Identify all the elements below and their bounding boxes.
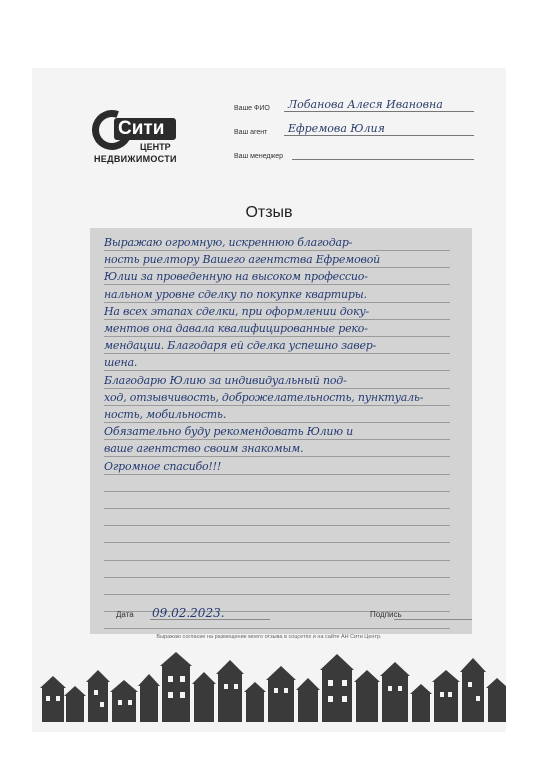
review-line xyxy=(104,320,450,337)
review-line xyxy=(104,492,450,509)
fio-value: Лобанова Алеся Ивановна xyxy=(288,98,443,111)
review-line xyxy=(104,268,450,285)
review-line-text: ход, отзывчивость, доброжелательность, пунктуаль- xyxy=(104,390,424,404)
review-form-sheet xyxy=(32,68,506,732)
page-title: Отзыв xyxy=(245,204,293,221)
city-skyline-illustration xyxy=(32,652,506,722)
review-line-rule xyxy=(104,628,450,629)
review-line-text: На всех этапах сделки, при оформлении доку- xyxy=(104,304,370,318)
review-line xyxy=(104,406,450,423)
fio-label: Ваше ФИО xyxy=(234,105,270,112)
review-line xyxy=(104,389,450,406)
review-line xyxy=(104,354,450,371)
review-line-text: шена. xyxy=(104,356,138,370)
date-line xyxy=(150,619,270,620)
review-line xyxy=(104,286,450,303)
agent-label: Ваш агент xyxy=(234,129,268,136)
review-line xyxy=(104,458,450,475)
agent-value: Ефремова Юлия xyxy=(288,122,385,135)
review-line xyxy=(104,337,450,354)
review-line xyxy=(104,440,450,457)
review-line xyxy=(104,251,450,268)
logo-word: Сити xyxy=(118,118,165,139)
manager-label: Ваш менеджер xyxy=(234,153,283,160)
review-line xyxy=(104,544,450,561)
manager-field[interactable] xyxy=(234,144,474,162)
review-line xyxy=(104,526,450,543)
fio-line xyxy=(284,111,474,112)
review-line-text: Выражаю огромную, искреннюю благодар- xyxy=(104,236,353,249)
review-line xyxy=(104,372,450,389)
signature-line xyxy=(394,619,472,620)
siti-center-logo xyxy=(92,110,182,170)
review-line-text: Юлии за проведенную на высоком профессио- xyxy=(104,270,368,284)
agent-field[interactable] xyxy=(234,120,474,138)
review-line-text: ность риелтору Вашего агентства Ефремовой xyxy=(104,253,381,267)
logo-subtitle-2: НЕДВИЖИМОСТИ xyxy=(94,154,177,164)
review-line xyxy=(104,561,450,578)
review-line xyxy=(104,234,450,251)
date-value: 09.02.2023. xyxy=(152,606,225,620)
consent-text: Выражаю согласие на размещение моего отзыва в соцсетях и на сайте АН Сити Центр. xyxy=(156,634,382,640)
signature-label: Подпись xyxy=(370,610,402,619)
date-label: Дата xyxy=(116,610,134,619)
review-line xyxy=(104,423,450,440)
review-line xyxy=(104,475,450,492)
review-line-text: Огромное спасибо!!! xyxy=(104,459,222,473)
review-line xyxy=(104,303,450,320)
review-line-text: Благодарю Юлию за индивидуальный под- xyxy=(104,373,347,387)
agent-line xyxy=(284,135,474,136)
manager-line xyxy=(292,159,474,160)
logo-subtitle-1: ЦЕНТР xyxy=(140,142,171,152)
review-line-text: ментов она давала квалифицированные реко- xyxy=(104,322,368,335)
review-line-text: ваше агентство своим знакомым. xyxy=(104,442,304,456)
review-line-text: мендации. Благодаря ей сделка успешно завер- xyxy=(104,339,377,353)
review-line xyxy=(104,509,450,526)
fio-field[interactable] xyxy=(234,96,474,114)
review-line-text: Обязательно буду рекомендовать Юлию и xyxy=(104,425,353,439)
review-line xyxy=(104,578,450,595)
review-line-text: ность, мобильность. xyxy=(104,408,227,421)
review-line-text: нальном уровне сделку по покупке квартиры. xyxy=(104,287,367,301)
